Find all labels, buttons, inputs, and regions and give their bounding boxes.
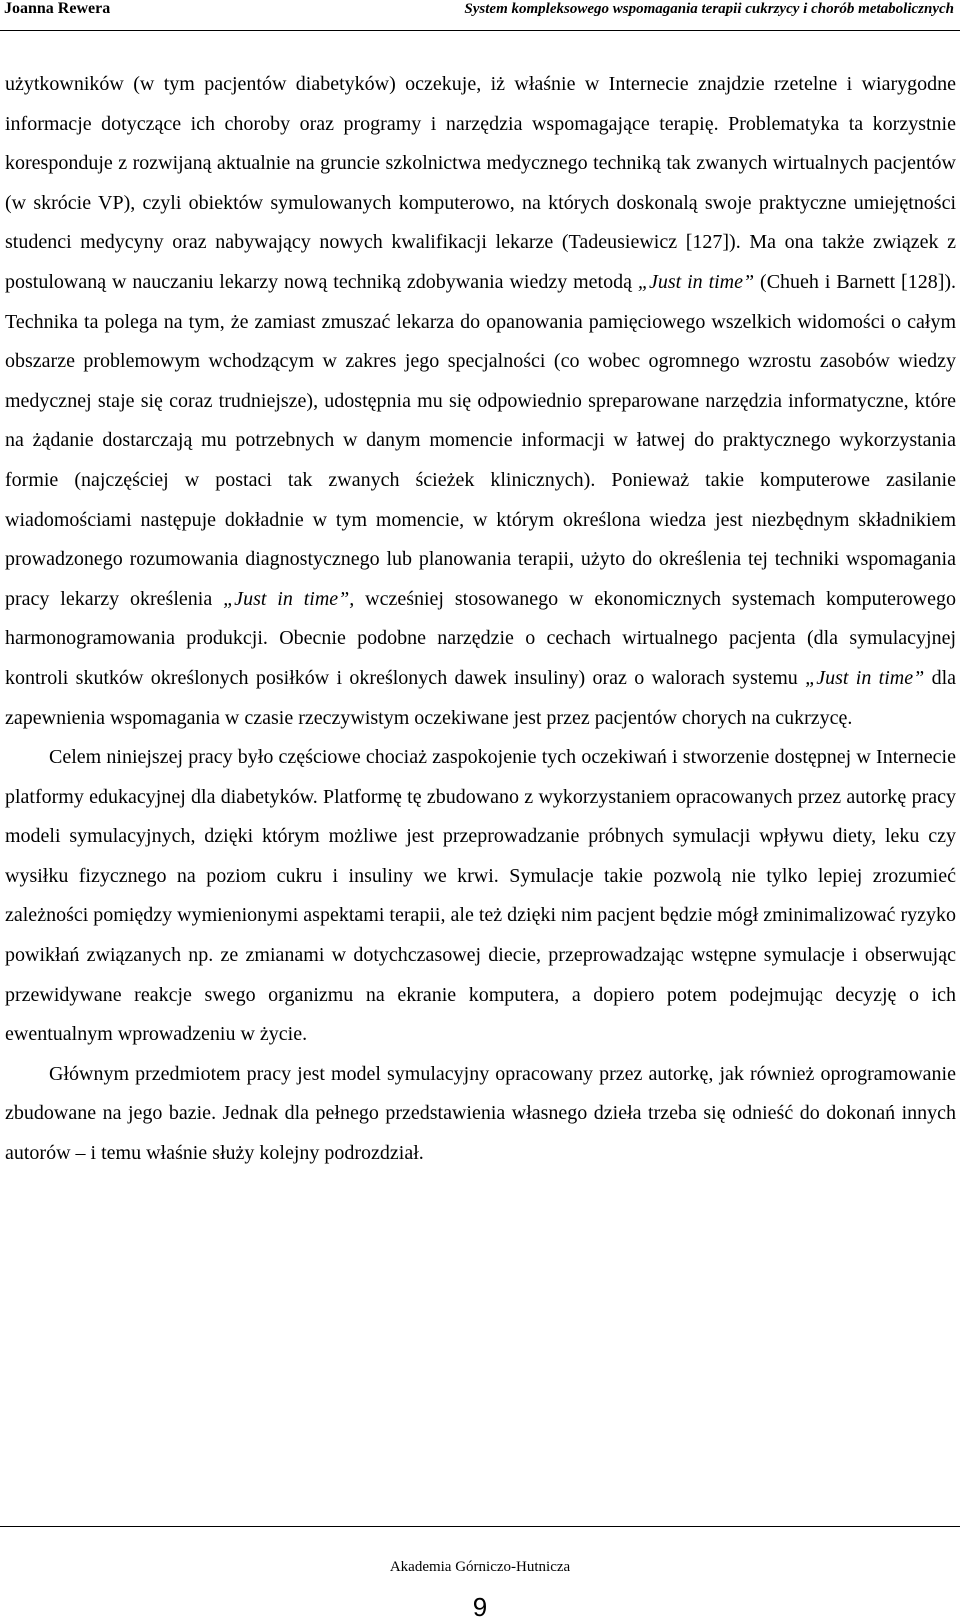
page-header xyxy=(0,0,960,32)
paragraph-1-part-1: użytkowników (w tym pacjentów diabetyków) oczekuje, iż właśnie w Internecie znajdzie rzetelne i wiarygodne informacje dotyczące ich choroby oraz programy i narzędzia wspomagające terapię. Problematyka ta korzystnie koresponduje z rozwijaną aktualnie na gruncie szkolnictwa medycznego techniką tak zwanych wirtualnych pacjentów (w skrócie VP), czyli obiektów symulowanych komputerowo, na których doskonalą swoje praktyczne umiejętności studenci medycyny oraz nabywający nowych kwalifikacji lekarze (Tadeusiewicz [127]). Ma ona także związek z postulowaną w nauczaniu lekarzy nową techniką zdobywania wiedzy metodą xyxy=(5,73,956,293)
just-in-time-term-2: „Just in time”, xyxy=(223,587,355,610)
header-author: Joanna Rewera xyxy=(4,0,111,17)
footer-divider xyxy=(0,1526,960,1527)
paragraph-1-part-4: dla zapewnienia wspomagania w czasie rzeczywistym oczekiwane jest przez pacjentów chorych na cukrzycę. xyxy=(5,666,957,729)
paragraph-1 xyxy=(5,65,956,738)
paragraph-2: Celem niniejszej pracy było częściowe chociaż zaspokojenie tych oczekiwań i stworzenie dostępnej w Internecie platformy edukacyjnej dla diabetyków. Platformę tę zbudowano z wykorzystaniem opracowanych przez autorkę pracy modeli symulacyjnych, dzięki którym możliwe jest przeprowadzanie próbnych symulacji wpływu diety, leku czy wysiłku fizycznego na poziom cukru i insuliny we krwi. Symulacje takie pozwolą nie tylko lepiej zrozumieć zależności pomiędzy wymienionymi aspektami terapii, ale też dzięki nim pacjent będzie mógł zminimalizować ryzyko powikłań związanych np. ze zmianami w dotychczasowej diecie, przeprowadzając wstępne symulacje i obserwując przewidywane reakcje swego organizmu na ekranie komputera, a dopiero potem podejmując decyzję o ich ewentualnym wprowadzeniu w życie. xyxy=(5,746,956,1046)
paragraph-1-part-2: (Chueh i Barnett [128]). Technika ta polega na tym, że zamiast zmuszać lekarza do opanowania pamięciowego wszelkich widomości o całym obszarze problemowym wchodzącym w zakres jego specjalności (co wobec ogromnego wzrostu zasobów wiedzy medycznej staje się coraz trudniejsze), udostępnia mu się odpowiednio spreparowane narzędzia informatyczne, które na żądanie dostarczają mu potrzebnych w danym momencie informacji w łatwej do praktycznego wykorzystania formie (najczęściej w postaci tak zwanych ścieżek klinicznych). Ponieważ takie komputerowe zasilanie wiadomościami następuje dokładnie w tym momencie, w którym określona wiedza jest niezbędnym składnikiem prowadzonego rozumowania diagnostycznego lub planowania terapii, użyto do określenia tej techniki wspomagania pracy lekarzy określenia xyxy=(5,270,957,610)
header-title: System kompleksowego wspomagania terapii cukrzycy i chorób metabolicznych xyxy=(464,1,954,17)
header-divider xyxy=(0,30,960,31)
paragraph-1-part-3: wcześniej stosowanego w ekonomicznych systemach komputerowego harmonogramowania produkcji. Obecnie podobne narzędzie o cechach wirtualnego pacjenta (dla symulacyjnej kontroli skutków określonych posiłków i określonych dawek insuliny) oraz o walorach systemu xyxy=(5,587,957,689)
footer-institution: Akademia Górniczo-Hutnicza xyxy=(389,1559,571,1575)
page-number: 9 xyxy=(472,1592,488,1622)
just-in-time-term-1: „Just in time” xyxy=(637,270,755,293)
just-in-time-term-3: „Just in time” xyxy=(805,666,925,689)
main-text xyxy=(5,65,956,1174)
paragraph-3: Głównym przedmiotem pracy jest model symulacyjny opracowany przez autorkę, jak również oprogramowanie zbudowane na jego bazie. Jednak dla pełnego przedstawienia własnego dzieła trzeba się odnieść do dokonań innych autorów – i temu właśnie służy kolejny podrozdział. xyxy=(5,1062,956,1165)
